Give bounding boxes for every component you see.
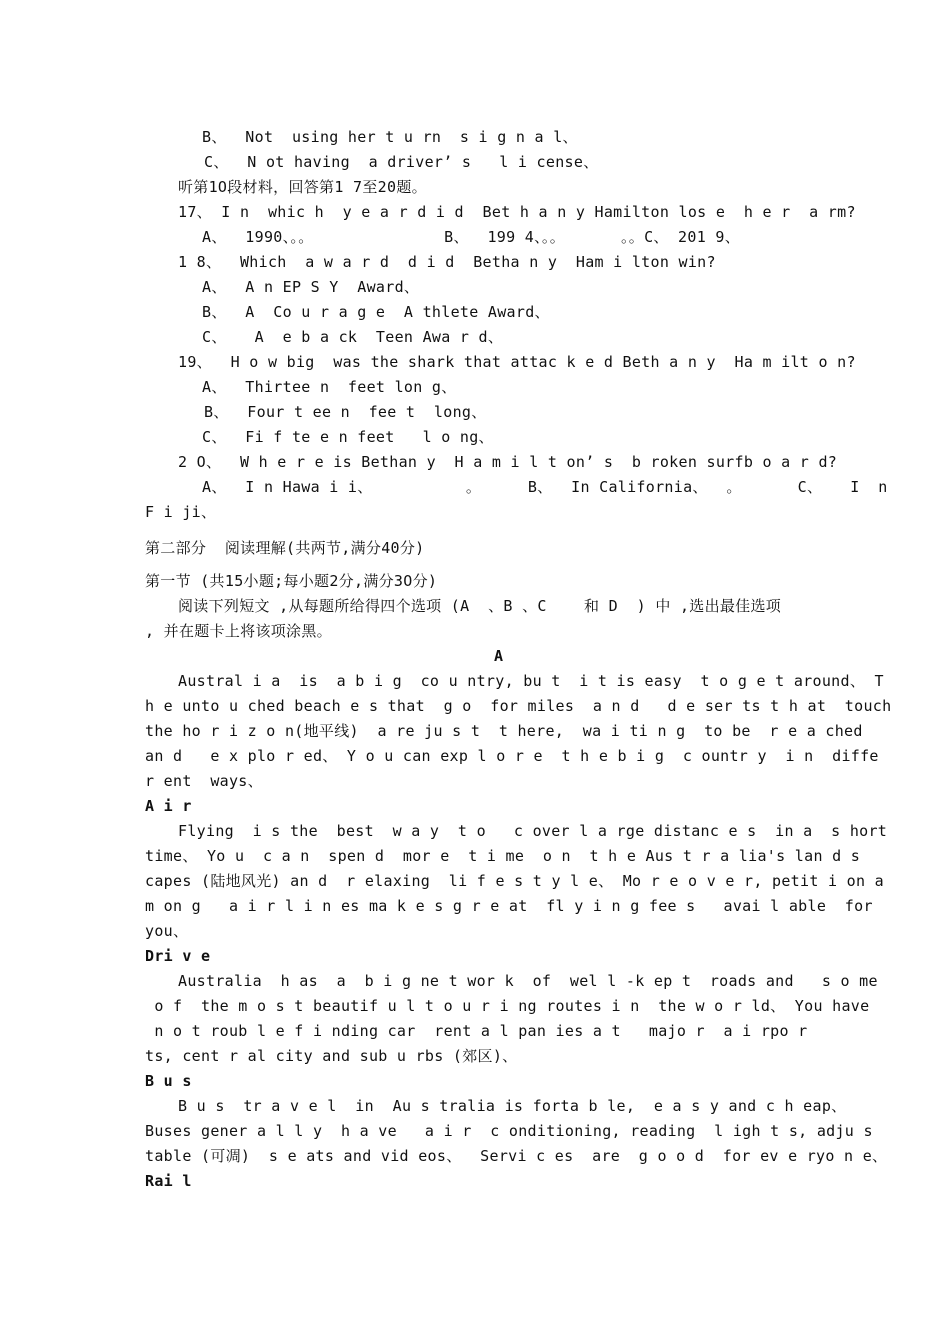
question-17: 17、 I n whic h y e a r d i d Bet h a n y Hamilton los e h e r a rm? [178,203,856,221]
passage-line: table (可凋) s e ats and vid eos、 Servi c es are g o o d for ev e ryo n e、 [145,1147,888,1165]
subheading-rail: Rai l [145,1172,192,1190]
passage-line: ts, cent r al city and sub u rbs (郊区)、 [145,1047,518,1065]
options-20-continued: F i ji、 [145,503,217,521]
passage-line: Australia h as a b i g ne t wor k of wel l -k ep t roads and s o me [178,972,878,990]
subheading-drive: Dri v e [145,947,211,965]
option-16c: C、 N ot having a driver’ s l i cense、 [204,153,599,171]
option-19b: B、 Four t ee n fee t long、 [204,403,487,421]
passage-line: h e unto u ched beach e s that g o for miles a n d d e ser ts t h at touch [145,697,892,715]
question-18: 1 8、 Which a w a r d d i d Betha n y Ham i lton win? [178,253,716,271]
reading-instruction-continued: , 并在题卡上将该项涂黑。 [145,622,332,640]
passage-line: m on g a i r l i n es ma k e s g r e at fl y i n g fee s avai l able for [145,897,873,915]
option-18c: C、 A e b a ck Teen Awa r d、 [202,328,504,346]
subheading-air: A i r [145,797,192,815]
passage-line: n o t roub l e f i nding car rent a l pan ies a t majo r a i rpo r [145,1022,808,1040]
question-20: 2 O、 W h e r e is Bethan y H a m i l t on’ s b roken surfb o a r d? [178,453,838,471]
passage-title: A [494,647,504,665]
part-two-heading: 第二部分 阅读理解(共两节,满分40分) [145,539,425,557]
option-19c: C、 Fi f te e n feet l o ng、 [202,428,494,446]
passage-line: you、 [145,922,189,940]
passage-line: capes (陆地风光) an d r elaxing li f e s t y l e、 Mo r e o v e r, petit i on a [145,872,884,890]
passage-line: the ho r i z o n(地平线) a re ju s t t here, wa i ti n g to be r e a ched [145,722,863,740]
question-19: 19、 H o w big was the shark that attac k e d Beth a n y Ha m ilt o n? [178,353,856,371]
passage-line: r ent ways、 [145,772,263,790]
option-16b: B、 Not using her t u rn s i g n a l、 [202,128,578,146]
passage-line: Buses gener a l l y h a ve a i r c onditioning, reading l igh t s, adju s [145,1122,873,1140]
option-19a: A、 Thirtee n feet lon g、 [202,378,457,396]
subheading-bus: B u s [145,1072,192,1090]
listening-instruction: 听第1O段材料，回答第1 7至20题。 [178,178,427,196]
passage-line: Flying i s the best w a y t o c over l a rge distanc e s in a s hort [178,822,888,840]
option-18b: B、 A Co u r a g e A thlete Award、 [202,303,550,321]
options-20: A、 I n Hawa i i、 。 B、 In California、 。 C、 I n [202,478,888,496]
passage-line: an d e x plo r ed、 Y o u can exp l o r e t h e b i g c ountr y i n diffe [145,747,879,765]
reading-instruction: 阅读下列短文 ,从每题所给得四个选项 (A 、B 、C 和 D ) 中 ,选出最佳选项 [178,597,782,615]
passage-line: B u s tr a v e l in Au s tralia is forta b le, e a s y and c h eap、 [178,1097,847,1115]
passage-line: Austral i a is a b i g co u ntry, bu t i t is easy t o g e t around、 T [178,672,884,690]
passage-line: time、 Yo u c a n spen d mor e t i me o n t h e Aus t r a lia's lan d s [145,847,861,865]
option-18a: A、 A n EP S Y Award、 [202,278,420,296]
options-17: A、 1990、。。 B、 199 4、。。 。。C、 201 9、 [202,228,740,246]
section-one-heading: 第一节 (共15小题;每小题2分,满分3O分) [145,572,438,590]
passage-line: o f the m o s t beautif u l t o u r i ng routes i n the w o r ld、 You have [145,997,870,1015]
